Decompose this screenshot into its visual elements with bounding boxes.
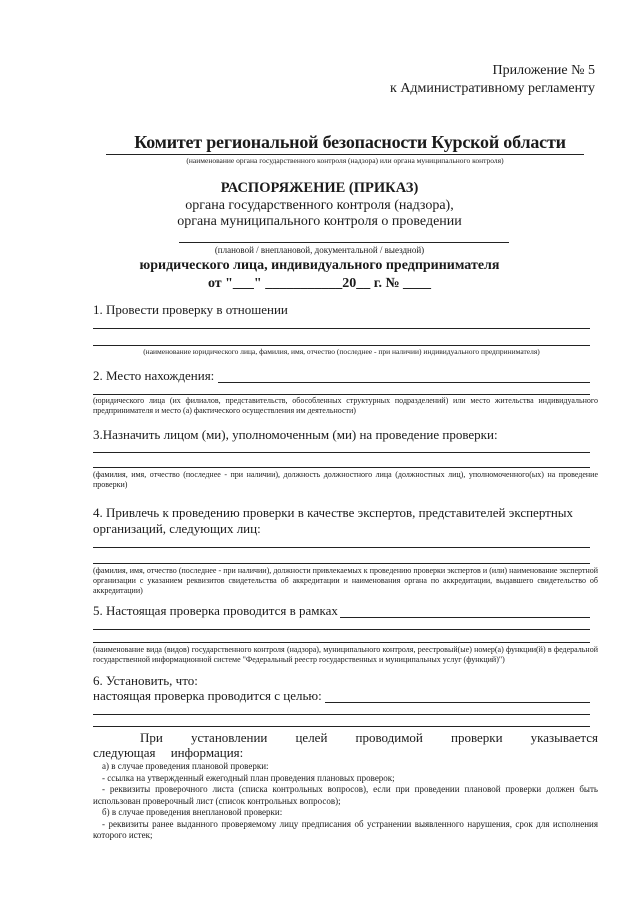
info-item: - реквизиты проверочного листа (списка контрольных вопросов), если при проведении плановой проверки должен быть использован проверочный лист (список контрольных вопросов); bbox=[93, 784, 598, 806]
section-1-caption: (наименование юридического лица, фамилия, имя, отчество (последнее - при наличии) индивидуального предпринимателя) bbox=[143, 347, 540, 356]
info-intro: При установлении целей проводимой проверки указывается следующая информация: bbox=[93, 730, 598, 760]
section-5-line-3[interactable] bbox=[93, 642, 590, 643]
section-1-line-2[interactable] bbox=[93, 345, 590, 346]
section-4-line-1[interactable] bbox=[93, 547, 590, 548]
section-4-label: 4. Привлечь к проведению проверки в качестве экспертов, представителей экспертных организаций, следующих лиц: bbox=[93, 505, 574, 536]
section-1-line-1[interactable] bbox=[93, 328, 590, 329]
section-1-label: 1. Провести проверку в отношении bbox=[93, 302, 288, 317]
section-3-label: 3.Назначить лицом (ми), уполномоченным (ми) на проведение проверки: bbox=[93, 427, 498, 442]
section-2-line-1[interactable] bbox=[218, 382, 590, 383]
section-5-line-2[interactable] bbox=[93, 629, 590, 630]
title-line-3: органа муниципального контроля о проведении bbox=[177, 214, 462, 229]
section-2-line-2[interactable] bbox=[93, 394, 590, 395]
section-5-caption: (наименование вида (видов) государственного контроля (надзора), муниципального контроля, реестровый(ые) номер(а) функции(й) в федеральной государственной информационной системе "Федеральный реестр государственных и муниципальных услуг (функций)") bbox=[93, 645, 598, 664]
section-3-line-2[interactable] bbox=[93, 467, 590, 468]
section-6-line-1[interactable] bbox=[325, 702, 590, 703]
section-2-label: 2. Место нахождения: bbox=[93, 368, 215, 383]
org-underline bbox=[106, 154, 584, 155]
appendix-block bbox=[300, 62, 595, 98]
org-caption: (наименование органа государственного контроля (надзора) или органа муниципального контроля) bbox=[186, 156, 504, 165]
section-5-line-1[interactable] bbox=[340, 617, 590, 618]
section-5-label: 5. Настоящая проверка проводится в рамках bbox=[93, 603, 338, 618]
subject-line: юридического лица, индивидуального предпринимателя bbox=[139, 258, 500, 273]
section-6-label: 6. Установить, что: bbox=[93, 673, 198, 688]
appendix-number: Приложение № 5 bbox=[492, 63, 595, 78]
info-item: а) в случае проведения плановой проверки: bbox=[102, 761, 269, 771]
info-items bbox=[93, 761, 598, 842]
section-2-caption: (юридического лица (их филиалов, представительств, обособленных структурных подразделений) или место жительства индивидуального предпринимателя и место (а) фактического осуществления им деятельности) bbox=[93, 396, 598, 415]
info-item: - реквизиты ранее выданного проверяемому лицу предписания об устранении выявленного нарушения, срок для исполнения которого истек; bbox=[93, 818, 598, 840]
date-number-line[interactable]: от "___" ___________20__ г. № ____ bbox=[207, 276, 432, 291]
check-type-caption: (плановой / внеплановой, документальной / выездной) bbox=[214, 245, 425, 255]
section-3-caption: (фамилия, имя, отчество (последнее - при наличии), должность должностного лица (должностных лиц), уполномоченного(ых) на проведение проверки) bbox=[93, 470, 598, 489]
section-4-caption: (фамилия, имя, отчество (последнее - при наличии), должности привлекаемых к проведению проверки экспертов и (или) наименование экспертной организации с указанием реквизитов свидетельства об аккредитации и наименования органа по аккредитации, выдавшего свидетельство об аккредитации) bbox=[93, 566, 598, 595]
title-line-2: органа государственного контроля (надзора), bbox=[185, 198, 454, 213]
org-name: Комитет региональной безопасности Курской области bbox=[134, 132, 566, 152]
section-4-line-2[interactable] bbox=[93, 563, 590, 564]
section-6-line-3[interactable] bbox=[93, 726, 590, 727]
section-6-line-2[interactable] bbox=[93, 714, 590, 715]
check-type-line[interactable] bbox=[179, 242, 509, 243]
info-item: б) в случае проведения внеплановой проверки: bbox=[102, 807, 283, 817]
document-title: РАСПОРЯЖЕНИЕ (ПРИКАЗ) bbox=[220, 180, 419, 196]
info-item: - ссылка на утвержденный ежегодный план проведения плановых проверок; bbox=[102, 772, 395, 783]
appendix-reference: к Административному регламенту bbox=[390, 81, 595, 96]
section-3-line-1[interactable] bbox=[93, 452, 590, 453]
section-6-purpose-label: настоящая проверка проводится с целью: bbox=[93, 688, 322, 703]
